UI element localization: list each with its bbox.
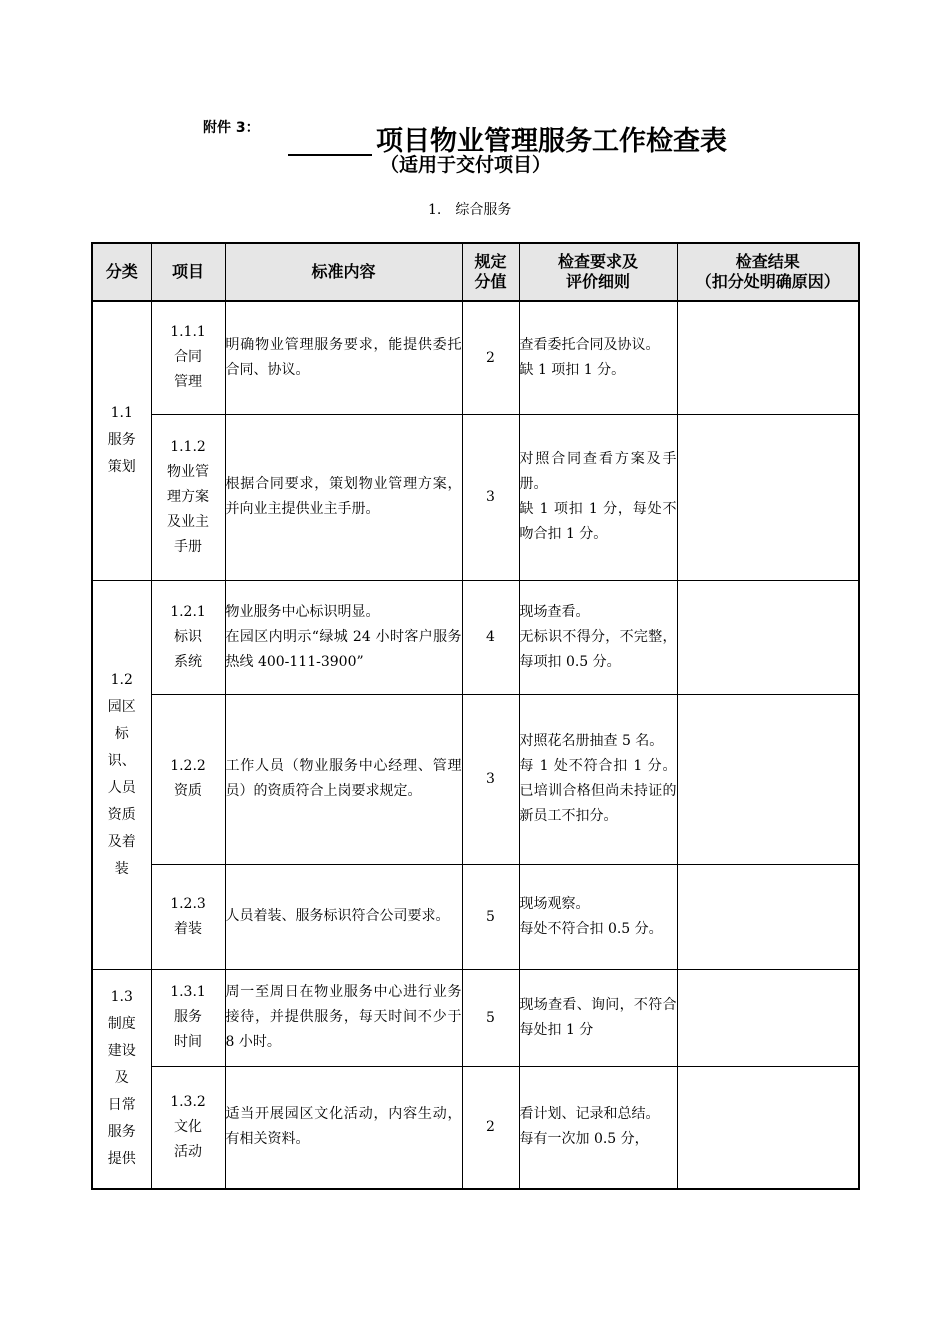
category-cell-1-3: 1.3 制度 建设 及 日常 服务 提供 [92,969,151,1189]
category-cell-1-2: 1.2 园区 标 识、 人员 资质 及着 装 [92,580,151,969]
table-row [92,864,859,969]
requirement-cell: 对照花名册抽查 5 名。 每 1 处不符合扣 1 分。已培训合格但尚未持证的新员工不扣分。 [519,694,677,864]
header-score: 规定 分值 [462,243,519,301]
standard-cell: 明确物业管理服务要求，能提供委托合同、协议。 [225,301,462,414]
document-subtitle: （适用于交付项目） [380,154,552,176]
section-heading [428,199,511,219]
header-category: 分类 [92,243,151,301]
result-cell[interactable] [677,1066,859,1189]
item-cell: 1.2.3 着装 [151,864,225,969]
item-cell: 1.1.2 物业管 理方案 及业主 手册 [151,414,225,580]
requirement-cell: 查看委托合同及协议。 缺 1 项扣 1 分。 [519,301,677,414]
score-cell: 5 [462,969,519,1066]
result-cell[interactable] [677,580,859,694]
requirement-cell: 现场查看、询问，不符合每处扣 1 分 [519,969,677,1066]
table-row [92,694,859,864]
table-row [92,414,859,580]
category-cell-1-1: 1.1 服务 策划 [92,301,151,580]
project-name-blank[interactable] [288,124,372,156]
score-cell: 3 [462,694,519,864]
header-result: 检查结果 （扣分处明确原因） [677,243,859,301]
standard-cell: 周一至周日在物业服务中心进行业务接待，并提供服务，每天时间不少于 8 小时。 [225,969,462,1066]
table-row [92,1066,859,1189]
table-row [92,301,859,414]
result-cell[interactable] [677,694,859,864]
standard-cell: 工作人员（物业服务中心经理、管理员）的资质符合上岗要求规定。 [225,694,462,864]
standard-cell: 根据合同要求，策划物业管理方案，并向业主提供业主手册。 [225,414,462,580]
standard-cell: 人员着装、服务标识符合公司要求。 [225,864,462,969]
section-number: 1. [428,202,442,218]
item-cell: 1.2.2 资质 [151,694,225,864]
section-title: 综合服务 [455,202,512,218]
table-row [92,969,859,1066]
score-cell: 4 [462,580,519,694]
score-cell: 2 [462,301,519,414]
table-row [92,580,859,694]
result-cell[interactable] [677,864,859,969]
requirement-cell: 看计划、记录和总结。 每有一次加 0.5 分， [519,1066,677,1189]
requirement-cell: 现场查看。 无标识不得分，不完整， 每项扣 0.5 分。 [519,580,677,694]
requirement-cell: 对照合同查看方案及手册。 缺 1 项扣 1 分，每处不吻合扣 1 分。 [519,414,677,580]
standard-cell: 适当开展园区文化活动，内容生动，有相关资料。 [225,1066,462,1189]
header-standard: 标准内容 [225,243,462,301]
requirement-cell: 现场观察。 每处不符合扣 0.5 分。 [519,864,677,969]
item-cell: 1.3.2 文化 活动 [151,1066,225,1189]
result-cell[interactable] [677,969,859,1066]
header-item: 项目 [151,243,225,301]
table-header-row [92,243,859,301]
item-cell: 1.2.1 标识 系统 [151,580,225,694]
score-cell: 3 [462,414,519,580]
standard-cell: 物业服务中心标识明显。 在园区内明示“绿城 24 小时客户服务热线 400-111-3900” [225,580,462,694]
result-cell[interactable] [677,414,859,580]
item-cell: 1.1.1 合同 管理 [151,301,225,414]
score-cell: 5 [462,864,519,969]
item-cell: 1.3.1 服务 时间 [151,969,225,1066]
header-requirement: 检查要求及 评价细则 [519,243,677,301]
score-cell: 2 [462,1066,519,1189]
attachment-label: 附件 3： [203,120,260,136]
result-cell[interactable] [677,301,859,414]
document-title-text: 项目物业管理服务工作检查表 [376,126,727,157]
inspection-table [91,242,860,1190]
